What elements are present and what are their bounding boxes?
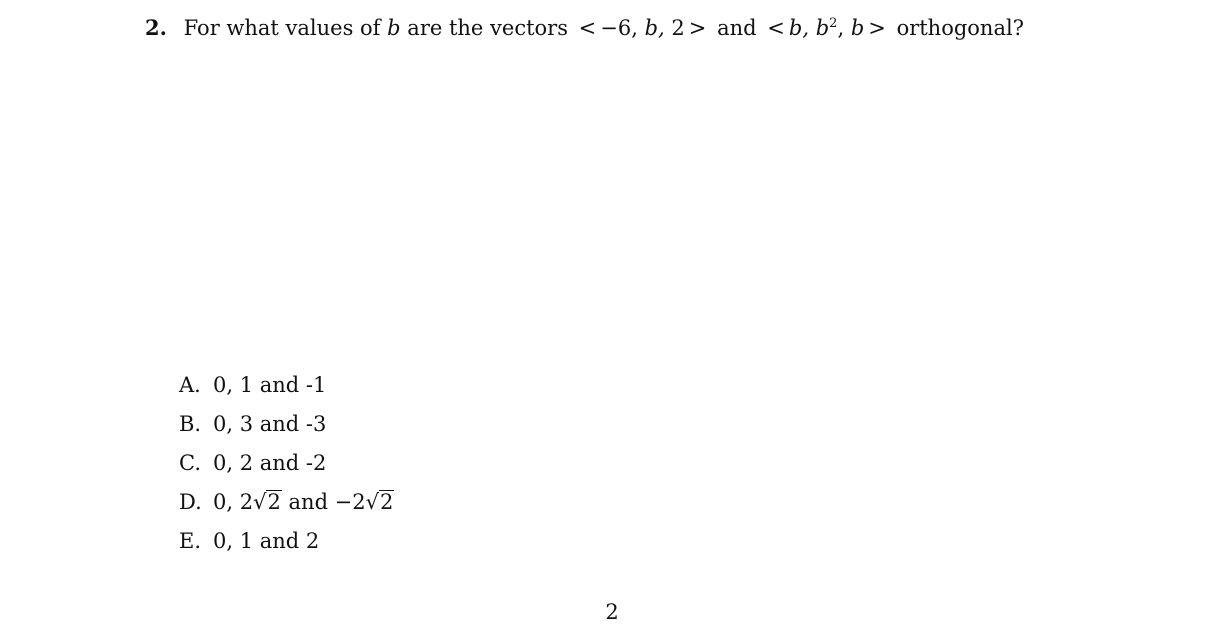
sqrt-expression [366, 483, 395, 522]
vector-1 [575, 16, 717, 40]
question-text [145, 14, 1024, 42]
page-number: 2 [605, 600, 619, 624]
question-text-after: orthogonal? [896, 16, 1024, 40]
choice-letter: D. [179, 490, 202, 514]
sqrt-expression [253, 483, 282, 522]
vector-2-first: b, [788, 16, 810, 40]
question-number: 2. [145, 15, 167, 40]
choice-text: 0, 1 and -1 [213, 373, 327, 397]
vector-2-comma: , [837, 16, 845, 40]
vector-1-close: > [688, 16, 707, 40]
choice-c[interactable] [179, 444, 394, 483]
question-text-and: and [717, 16, 757, 40]
vector-2-open: < [767, 16, 785, 40]
choice-prefix: 0, 2 [213, 490, 254, 514]
vector-2-second-base: b [815, 16, 830, 40]
vector-1-third: 2 [671, 16, 685, 40]
radical-sign: √ [253, 490, 267, 514]
question-text-middle: are the vectors [407, 16, 568, 40]
vector-2-third: b [850, 16, 865, 40]
variable-b: b [387, 16, 401, 40]
vector-1-second: b, [644, 16, 665, 40]
question-text-before: For what values of [183, 16, 381, 40]
choice-a[interactable] [179, 366, 394, 405]
choice-letter: B. [179, 412, 202, 436]
radical-sign: √ [365, 490, 380, 514]
vector-2-second-exponent: 2 [829, 16, 838, 32]
radicand: 2 [380, 490, 394, 514]
choice-letter: C. [179, 451, 201, 475]
answer-choices [179, 366, 394, 561]
vector-1-first: −6, [600, 16, 638, 40]
choice-letter: E. [179, 529, 202, 553]
choice-text: 0, 1 and 2 [213, 529, 320, 553]
vector-1-open: < [578, 16, 597, 40]
choice-text: 0, 2 and -2 [213, 451, 327, 475]
choice-text: 0, 3 and -3 [213, 412, 327, 436]
vector-2-close: > [868, 16, 886, 40]
choice-d[interactable] [179, 483, 394, 522]
choice-middle: and −2 [281, 490, 366, 514]
choice-letter: A. [179, 373, 201, 397]
vector-2 [763, 16, 896, 40]
radicand: 2 [267, 490, 281, 514]
choice-b[interactable] [179, 405, 394, 444]
choice-e[interactable] [179, 522, 394, 561]
